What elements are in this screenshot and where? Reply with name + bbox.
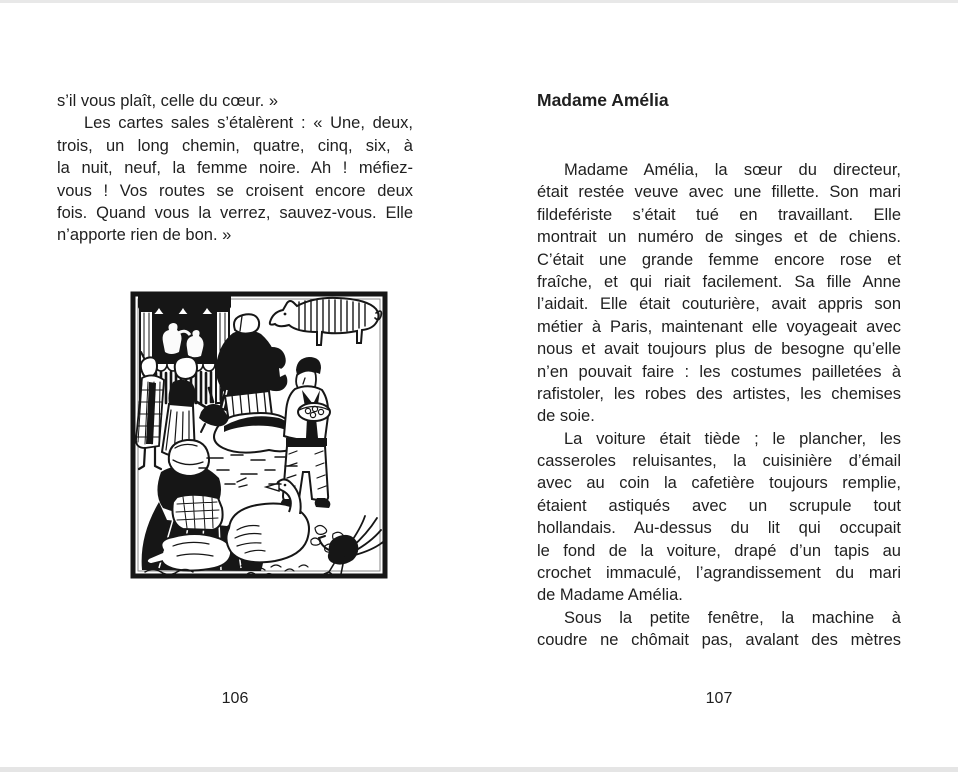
chapter-heading: Madame Amélia xyxy=(537,90,669,110)
page-number-right: 107 xyxy=(705,690,733,707)
page-right xyxy=(537,0,901,772)
text-line: le fond de la voiture, drapé d’un tapis au xyxy=(537,541,901,560)
text-line: crochet immaculé, l’agrandissement du mari xyxy=(537,564,901,583)
left-text-block xyxy=(57,90,413,247)
right-text-block xyxy=(537,159,901,652)
text-line: vous ! Vos routes se croisent encore deux xyxy=(57,181,413,200)
text-line: n’apporte rien de bon. » xyxy=(57,226,232,245)
text-line: la nuit, neuf, la femme noire. Ah ! méfiez- xyxy=(57,159,413,178)
text-line: était restée veuve avec une fillette. Son mari xyxy=(537,183,901,202)
text-line: n’en pouvait faire : les costumes pailletées à xyxy=(537,362,901,381)
text-line: montrait un numéro de singes et de chiens. xyxy=(537,228,901,247)
text-line: fraîche, et qui riait facilement. Sa fille Anne xyxy=(537,272,901,291)
pig-drawing xyxy=(270,298,382,345)
text-line: fildefériste s’était tué en travaillant. Elle xyxy=(537,205,901,224)
text-line: étaient astiqués avec un scrupule tout xyxy=(537,496,901,515)
text-line: hollandais. Au-dessus du lit qui occupait xyxy=(537,519,901,538)
text-line: de Madame Amélia. xyxy=(537,586,683,605)
text-line: fois. Quand vous la verrez, sauvez-vous. Elle xyxy=(57,203,413,222)
text-line: Sous la petite fenêtre, la machine à xyxy=(564,608,901,627)
text-line: coudre ne chômait pas, avalant des mètres xyxy=(537,631,901,650)
big-goose-drawing xyxy=(226,479,309,562)
text-line: nous et avait toujours plus de besogne qu’elle xyxy=(537,340,901,359)
text-line: Les cartes sales s’étalèrent : « Une, deux, xyxy=(84,114,413,133)
text-line: de soie. xyxy=(537,407,595,426)
text-line: trois, un long chemin, quatre, cinq, six, à xyxy=(57,136,413,155)
text-line: s’il vous plaît, celle du cœur. » xyxy=(57,92,279,110)
text-line: La voiture était tiède ; le plancher, les xyxy=(564,429,901,448)
text-line: C’était une grande femme encore rose et xyxy=(537,250,901,269)
text-line: casseroles reluisantes, la cuisinière d’émail xyxy=(537,452,901,471)
text-line: l’aidait. Elle était couturière, avait appris son xyxy=(537,295,901,314)
text-line: avec au coin la cafetière toujours remplie, xyxy=(537,474,901,493)
rooster-drawing xyxy=(319,516,383,576)
text-line: rafistoler, les robes des artistes, les chemises xyxy=(537,384,901,403)
text-line: Madame Amélia, la sœur du directeur, xyxy=(564,161,901,179)
page-left xyxy=(57,0,413,772)
text-line: métier à Paris, maintenant elle voyageait avec xyxy=(537,317,901,336)
page-number-left: 106 xyxy=(221,690,249,707)
woodcut-illustration xyxy=(129,290,389,580)
